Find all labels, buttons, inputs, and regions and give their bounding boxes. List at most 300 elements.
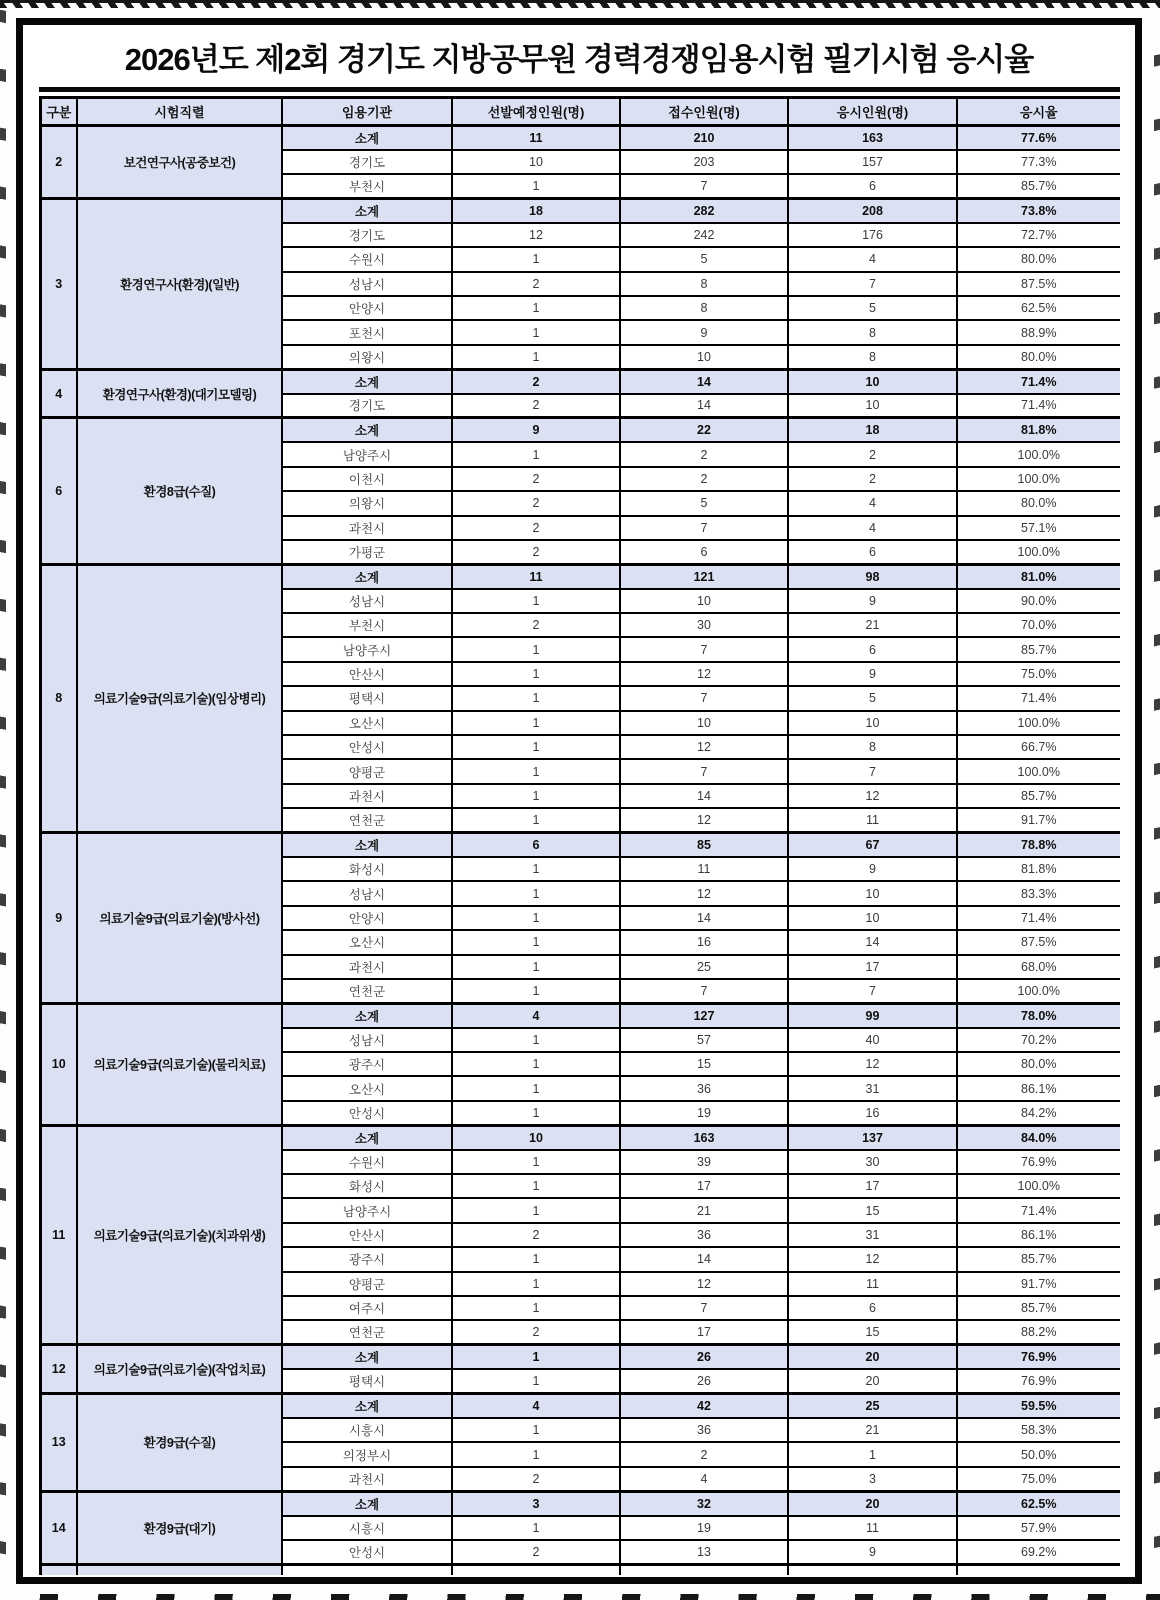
col-header-agency: 임용기관: [282, 97, 452, 125]
cutoff-row: [40, 1564, 1120, 1574]
agency-cell: 소계: [282, 418, 452, 442]
planned-count-cell: 1: [452, 1076, 620, 1100]
planned-count-cell: 2: [452, 540, 620, 564]
attended-count-cell: 98: [788, 564, 957, 588]
agency-cell: 평택시: [282, 1369, 452, 1393]
agency-cell: 남양주시: [282, 1198, 452, 1222]
attended-count-cell: 21: [788, 613, 957, 637]
scan-edge-top: [0, 0, 1160, 8]
rate-cell: 71.4%: [957, 686, 1120, 710]
attended-count-cell: 6: [788, 174, 957, 198]
attended-count-cell: 20: [788, 1345, 957, 1369]
agency-cell: 안양시: [282, 906, 452, 930]
table-row: [40, 1003, 1120, 1027]
group-number-cell: 13: [40, 1394, 77, 1492]
planned-count-cell: 2: [452, 1223, 620, 1247]
attended-count-cell: 2: [788, 467, 957, 491]
group-number-cell: 10: [40, 1003, 77, 1125]
applied-count-cell: 26: [620, 1345, 788, 1369]
series-name-cell: 환경9급(대기): [77, 1491, 282, 1564]
applied-count-cell: 25: [620, 955, 788, 979]
rate-cell: 100.0%: [957, 759, 1120, 783]
planned-count-cell: 2: [452, 516, 620, 540]
table-row: [40, 418, 1120, 442]
planned-count-cell: 1: [452, 857, 620, 881]
rate-cell: 66.7%: [957, 735, 1120, 759]
series-name-cell: 보건연구사(공중보건): [77, 125, 282, 198]
group-number-cell: 4: [40, 369, 77, 418]
applied-count-cell: 12: [620, 735, 788, 759]
agency-cell: 의왕시: [282, 345, 452, 369]
attended-count-cell: 18: [788, 418, 957, 442]
applied-count-cell: 7: [620, 637, 788, 661]
agency-cell: 화성시: [282, 857, 452, 881]
agency-cell: 과천시: [282, 516, 452, 540]
attended-count-cell: 7: [788, 979, 957, 1003]
agency-cell: 가평군: [282, 540, 452, 564]
attended-count-cell: 2: [788, 442, 957, 466]
rate-cell: 50.0%: [957, 1442, 1120, 1466]
planned-count-cell: 1: [452, 881, 620, 905]
attended-count-cell: 10: [788, 711, 957, 735]
applied-count-cell: 12: [620, 808, 788, 832]
attended-count-cell: 1: [788, 1442, 957, 1466]
agency-cell: 의정부시: [282, 1442, 452, 1466]
planned-count-cell: 1: [452, 808, 620, 832]
attended-count-cell: 163: [788, 125, 957, 149]
agency-cell: 소계: [282, 833, 452, 857]
planned-count-cell: 2: [452, 272, 620, 296]
cutoff-cell: [620, 1564, 788, 1574]
agency-cell: 안성시: [282, 1101, 452, 1125]
planned-count-cell: 1: [452, 1101, 620, 1125]
agency-cell: 시흥시: [282, 1418, 452, 1442]
attended-count-cell: 5: [788, 296, 957, 320]
series-name-cell: 환경8급(수질): [77, 418, 282, 564]
agency-cell: 양평군: [282, 1272, 452, 1296]
attended-count-cell: 11: [788, 1516, 957, 1540]
scan-edge-bottom: [0, 1594, 1160, 1600]
applied-count-cell: 19: [620, 1516, 788, 1540]
applied-count-cell: 57: [620, 1028, 788, 1052]
agency-cell: 소계: [282, 1125, 452, 1149]
applied-count-cell: 242: [620, 223, 788, 247]
col-header-attended: 응시인원(명): [788, 97, 957, 125]
attended-count-cell: 14: [788, 930, 957, 954]
planned-count-cell: 1: [452, 1516, 620, 1540]
rate-cell: 80.0%: [957, 1052, 1120, 1076]
planned-count-cell: 2: [452, 369, 620, 393]
rate-cell: 88.9%: [957, 320, 1120, 344]
planned-count-cell: 1: [452, 955, 620, 979]
rate-cell: 70.0%: [957, 613, 1120, 637]
col-header-planned: 선발예정인원(명): [452, 97, 620, 125]
attended-count-cell: 21: [788, 1418, 957, 1442]
applied-count-cell: 6: [620, 540, 788, 564]
planned-count-cell: 3: [452, 1491, 620, 1515]
rate-cell: 59.5%: [957, 1394, 1120, 1418]
attended-count-cell: 40: [788, 1028, 957, 1052]
attended-count-cell: 9: [788, 662, 957, 686]
agency-cell: 남양주시: [282, 442, 452, 466]
table-row: [40, 198, 1120, 222]
applied-count-cell: 7: [620, 979, 788, 1003]
rate-cell: 100.0%: [957, 467, 1120, 491]
planned-count-cell: 4: [452, 1394, 620, 1418]
agency-cell: 과천시: [282, 1467, 452, 1491]
planned-count-cell: 1: [452, 711, 620, 735]
planned-count-cell: 1: [452, 1272, 620, 1296]
applied-count-cell: 163: [620, 1125, 788, 1149]
attended-count-cell: 12: [788, 784, 957, 808]
applied-count-cell: 2: [620, 442, 788, 466]
agency-cell: 연천군: [282, 808, 452, 832]
planned-count-cell: 1: [452, 1052, 620, 1076]
attended-count-cell: 8: [788, 345, 957, 369]
rate-cell: 75.0%: [957, 662, 1120, 686]
planned-count-cell: 2: [452, 467, 620, 491]
agency-cell: 경기도: [282, 394, 452, 418]
agency-cell: 소계: [282, 198, 452, 222]
planned-count-cell: 1: [452, 784, 620, 808]
attended-count-cell: 31: [788, 1076, 957, 1100]
table-container: [39, 96, 1120, 1575]
group-number-cell: 11: [40, 1125, 77, 1345]
group-number-cell: 12: [40, 1345, 77, 1394]
rate-cell: 80.0%: [957, 345, 1120, 369]
rate-cell: 81.8%: [957, 418, 1120, 442]
attended-count-cell: 6: [788, 540, 957, 564]
cutoff-cell: [282, 1564, 452, 1574]
agency-cell: 소계: [282, 1491, 452, 1515]
rate-cell: 57.9%: [957, 1516, 1120, 1540]
applied-count-cell: 12: [620, 662, 788, 686]
applied-count-cell: 11: [620, 857, 788, 881]
rate-cell: 80.0%: [957, 247, 1120, 271]
agency-cell: 소계: [282, 1394, 452, 1418]
applied-count-cell: 36: [620, 1223, 788, 1247]
header-row: [40, 97, 1120, 125]
attended-count-cell: 10: [788, 906, 957, 930]
rate-cell: 85.7%: [957, 784, 1120, 808]
series-name-cell: 환경연구사(환경)(일반): [77, 198, 282, 369]
cutoff-cell: [788, 1564, 957, 1574]
planned-count-cell: 1: [452, 1198, 620, 1222]
attended-count-cell: 12: [788, 1052, 957, 1076]
series-name-cell: 환경9급(수질): [77, 1394, 282, 1492]
rate-cell: 76.9%: [957, 1150, 1120, 1174]
attended-count-cell: 11: [788, 1272, 957, 1296]
planned-count-cell: 1: [452, 1174, 620, 1198]
planned-count-cell: 1: [452, 686, 620, 710]
rate-cell: 85.7%: [957, 174, 1120, 198]
agency-cell: 부천시: [282, 613, 452, 637]
attended-count-cell: 16: [788, 1101, 957, 1125]
rate-cell: 85.7%: [957, 1296, 1120, 1320]
rate-cell: 76.9%: [957, 1369, 1120, 1393]
planned-count-cell: 1: [452, 296, 620, 320]
attended-count-cell: 9: [788, 589, 957, 613]
planned-count-cell: 2: [452, 491, 620, 515]
agency-cell: 광주시: [282, 1247, 452, 1271]
agency-cell: 양평군: [282, 759, 452, 783]
planned-count-cell: 1: [452, 1296, 620, 1320]
attended-count-cell: 99: [788, 1003, 957, 1027]
agency-cell: 시흥시: [282, 1516, 452, 1540]
planned-count-cell: 2: [452, 1467, 620, 1491]
planned-count-cell: 1: [452, 759, 620, 783]
document-page: [16, 18, 1142, 1584]
rate-cell: 77.6%: [957, 125, 1120, 149]
rate-cell: 86.1%: [957, 1223, 1120, 1247]
applied-count-cell: 13: [620, 1540, 788, 1564]
applied-count-cell: 30: [620, 613, 788, 637]
planned-count-cell: 1: [452, 1442, 620, 1466]
title-block: [23, 25, 1135, 92]
attended-count-cell: 10: [788, 369, 957, 393]
planned-count-cell: 9: [452, 418, 620, 442]
applied-count-cell: 7: [620, 174, 788, 198]
attended-count-cell: 7: [788, 759, 957, 783]
attended-count-cell: 67: [788, 833, 957, 857]
attended-count-cell: 8: [788, 735, 957, 759]
attended-count-cell: 12: [788, 1247, 957, 1271]
applied-count-cell: 10: [620, 345, 788, 369]
applied-count-cell: 10: [620, 589, 788, 613]
cutoff-cell: [957, 1564, 1120, 1574]
rate-cell: 87.5%: [957, 272, 1120, 296]
attended-count-cell: 20: [788, 1369, 957, 1393]
planned-count-cell: 11: [452, 564, 620, 588]
rate-cell: 72.7%: [957, 223, 1120, 247]
rate-cell: 100.0%: [957, 540, 1120, 564]
attended-count-cell: 15: [788, 1198, 957, 1222]
col-header-applied: 접수인원(명): [620, 97, 788, 125]
attended-count-cell: 17: [788, 955, 957, 979]
agency-cell: 오산시: [282, 1076, 452, 1100]
attended-count-cell: 137: [788, 1125, 957, 1149]
planned-count-cell: 1: [452, 1247, 620, 1271]
agency-cell: 소계: [282, 1345, 452, 1369]
planned-count-cell: 1: [452, 735, 620, 759]
attended-count-cell: 4: [788, 491, 957, 515]
series-name-cell: 의료기술9급(의료기술)(작업치료): [77, 1345, 282, 1394]
table-row: [40, 1345, 1120, 1369]
group-number-cell: 2: [40, 125, 77, 198]
agency-cell: 소계: [282, 125, 452, 149]
rate-cell: 84.0%: [957, 1125, 1120, 1149]
table-row: [40, 564, 1120, 588]
rate-cell: 71.4%: [957, 906, 1120, 930]
applied-count-cell: 5: [620, 247, 788, 271]
rate-cell: 71.4%: [957, 1198, 1120, 1222]
agency-cell: 과천시: [282, 955, 452, 979]
applied-count-cell: 14: [620, 394, 788, 418]
planned-count-cell: 1: [452, 1418, 620, 1442]
page-title: 2026년도 제2회 경기도 지방공무원 경력경쟁임용시험 필기시험 응시율: [124, 42, 1034, 77]
rate-cell: 100.0%: [957, 979, 1120, 1003]
rate-cell: 81.8%: [957, 857, 1120, 881]
agency-cell: 성남시: [282, 881, 452, 905]
agency-cell: 여주시: [282, 1296, 452, 1320]
attended-count-cell: 30: [788, 1150, 957, 1174]
agency-cell: 소계: [282, 1003, 452, 1027]
rate-cell: 70.2%: [957, 1028, 1120, 1052]
col-header-series: 시험직렬: [77, 97, 282, 125]
table-row: [40, 125, 1120, 149]
attended-count-cell: 157: [788, 150, 957, 174]
group-number-cell: 3: [40, 198, 77, 369]
cutoff-cell: [452, 1564, 620, 1574]
attended-count-cell: 15: [788, 1320, 957, 1344]
planned-count-cell: 1: [452, 637, 620, 661]
series-name-cell: 의료기술9급(의료기술)(치과위생): [77, 1125, 282, 1345]
rate-cell: 62.5%: [957, 1491, 1120, 1515]
applied-count-cell: 7: [620, 686, 788, 710]
agency-cell: 과천시: [282, 784, 452, 808]
rate-cell: 77.3%: [957, 150, 1120, 174]
planned-count-cell: 1: [452, 906, 620, 930]
applied-count-cell: 42: [620, 1394, 788, 1418]
agency-cell: 경기도: [282, 223, 452, 247]
applied-count-cell: 12: [620, 1272, 788, 1296]
applied-count-cell: 36: [620, 1418, 788, 1442]
agency-cell: 안성시: [282, 735, 452, 759]
applied-count-cell: 282: [620, 198, 788, 222]
planned-count-cell: 2: [452, 394, 620, 418]
applied-count-cell: 17: [620, 1320, 788, 1344]
agency-cell: 화성시: [282, 1174, 452, 1198]
rate-cell: 87.5%: [957, 930, 1120, 954]
rate-cell: 86.1%: [957, 1076, 1120, 1100]
applied-count-cell: 14: [620, 1247, 788, 1271]
planned-count-cell: 1: [452, 1028, 620, 1052]
agency-cell: 성남시: [282, 1028, 452, 1052]
applied-count-cell: 14: [620, 369, 788, 393]
attended-count-cell: 8: [788, 320, 957, 344]
agency-cell: 이천시: [282, 467, 452, 491]
applied-count-cell: 16: [620, 930, 788, 954]
applied-count-cell: 9: [620, 320, 788, 344]
rate-cell: 62.5%: [957, 296, 1120, 320]
attended-count-cell: 7: [788, 272, 957, 296]
title-underline: [39, 87, 1120, 92]
attended-count-cell: 25: [788, 1394, 957, 1418]
planned-count-cell: 4: [452, 1003, 620, 1027]
planned-count-cell: 2: [452, 1540, 620, 1564]
attended-count-cell: 4: [788, 247, 957, 271]
table-row: [40, 1125, 1120, 1149]
attended-count-cell: 10: [788, 881, 957, 905]
cutoff-cell: [40, 1564, 77, 1574]
applied-count-cell: 85: [620, 833, 788, 857]
applied-count-cell: 127: [620, 1003, 788, 1027]
agency-cell: 안산시: [282, 1223, 452, 1247]
planned-count-cell: 2: [452, 1320, 620, 1344]
rate-cell: 85.7%: [957, 1247, 1120, 1271]
agency-cell: 연천군: [282, 979, 452, 1003]
agency-cell: 소계: [282, 369, 452, 393]
applied-count-cell: 14: [620, 906, 788, 930]
planned-count-cell: 2: [452, 613, 620, 637]
applied-count-cell: 32: [620, 1491, 788, 1515]
group-number-cell: 14: [40, 1491, 77, 1564]
rate-cell: 91.7%: [957, 808, 1120, 832]
attended-count-cell: 4: [788, 516, 957, 540]
applied-count-cell: 7: [620, 1296, 788, 1320]
attended-count-cell: 3: [788, 1467, 957, 1491]
planned-count-cell: 1: [452, 930, 620, 954]
planned-count-cell: 1: [452, 174, 620, 198]
table-row: [40, 833, 1120, 857]
planned-count-cell: 1: [452, 662, 620, 686]
rate-cell: 80.0%: [957, 491, 1120, 515]
rate-cell: 76.9%: [957, 1345, 1120, 1369]
agency-cell: 남양주시: [282, 637, 452, 661]
series-name-cell: 의료기술9급(의료기술)(방사선): [77, 833, 282, 1004]
applied-count-cell: 203: [620, 150, 788, 174]
rate-cell: 73.8%: [957, 198, 1120, 222]
applied-count-cell: 15: [620, 1052, 788, 1076]
applied-count-cell: 210: [620, 125, 788, 149]
table-row: [40, 1394, 1120, 1418]
scan-edge-left: [0, 0, 6, 1600]
agency-cell: 오산시: [282, 711, 452, 735]
rate-cell: 88.2%: [957, 1320, 1120, 1344]
rate-cell: 91.7%: [957, 1272, 1120, 1296]
series-name-cell: 의료기술9급(의료기술)(임상병리): [77, 564, 282, 832]
agency-cell: 광주시: [282, 1052, 452, 1076]
applied-count-cell: 7: [620, 516, 788, 540]
rate-cell: 68.0%: [957, 955, 1120, 979]
applied-count-cell: 8: [620, 272, 788, 296]
scan-edge-right: [1154, 0, 1160, 1600]
planned-count-cell: 10: [452, 1125, 620, 1149]
applied-count-cell: 8: [620, 296, 788, 320]
rate-cell: 100.0%: [957, 1174, 1120, 1198]
applied-count-cell: 19: [620, 1101, 788, 1125]
agency-cell: 성남시: [282, 589, 452, 613]
attended-count-cell: 9: [788, 1540, 957, 1564]
planned-count-cell: 1: [452, 1369, 620, 1393]
agency-cell: 안성시: [282, 1540, 452, 1564]
planned-count-cell: 10: [452, 150, 620, 174]
agency-cell: 의왕시: [282, 491, 452, 515]
series-name-cell: 환경연구사(환경)(대기모델링): [77, 369, 282, 418]
applied-count-cell: 36: [620, 1076, 788, 1100]
planned-count-cell: 1: [452, 320, 620, 344]
agency-cell: 경기도: [282, 150, 452, 174]
attended-count-cell: 17: [788, 1174, 957, 1198]
planned-count-cell: 1: [452, 1150, 620, 1174]
planned-count-cell: 12: [452, 223, 620, 247]
planned-count-cell: 1: [452, 1345, 620, 1369]
applied-count-cell: 7: [620, 759, 788, 783]
rate-cell: 57.1%: [957, 516, 1120, 540]
planned-count-cell: 11: [452, 125, 620, 149]
applied-count-cell: 4: [620, 1467, 788, 1491]
agency-cell: 평택시: [282, 686, 452, 710]
rate-cell: 58.3%: [957, 1418, 1120, 1442]
group-number-cell: 8: [40, 564, 77, 832]
rate-cell: 84.2%: [957, 1101, 1120, 1125]
col-header-rate: 응시율: [957, 97, 1120, 125]
agency-cell: 수원시: [282, 247, 452, 271]
group-number-cell: 6: [40, 418, 77, 564]
table-row: [40, 1491, 1120, 1515]
applied-count-cell: 2: [620, 467, 788, 491]
attended-count-cell: 6: [788, 1296, 957, 1320]
